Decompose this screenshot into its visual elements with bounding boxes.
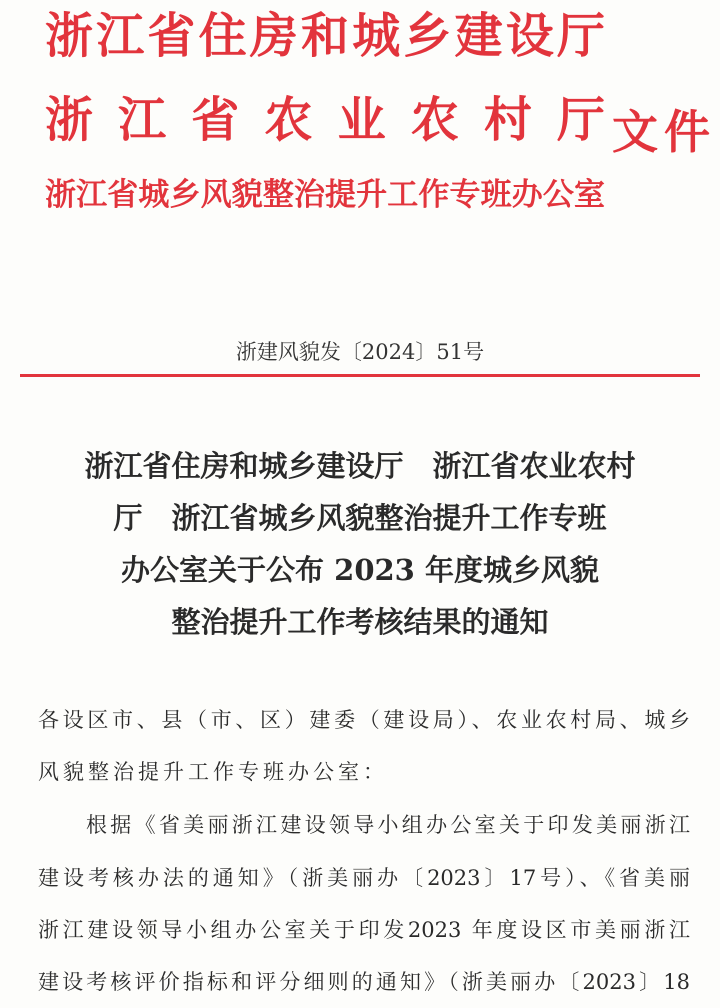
issuer-line-2: 浙江省农业农村厅 [45, 92, 605, 148]
body-line: 建设考核评价指标和评分细则的通知》（浙美丽办〔2023〕18 [38, 970, 690, 994]
body-line: 建设考核办法的通知》（浙美丽办〔2023〕17号）、《省美丽 [38, 866, 690, 890]
doc-type-label: 文件 [612, 105, 710, 159]
title-line: 厅 浙江省城乡风貌整治提升工作专班 [113, 501, 607, 535]
document-number: 浙建风貌发〔2024〕51号 [235, 340, 485, 364]
body-line: 风貌整治提升工作专班办公室： [38, 760, 388, 784]
body-line: 各设区市、县（市、区）建委（建设局）、农业农村局、城乡 [38, 708, 690, 732]
issuer-line-3: 浙江省城乡风貌整治提升工作专班办公室 [45, 177, 605, 213]
issuer-line-1: 浙江省住房和城乡建设厅 [45, 8, 605, 64]
red-divider [20, 374, 700, 377]
body-line: 浙江建设领导小组办公室关于印发2023 年度设区市美丽浙江 [38, 918, 690, 942]
body-line: 根据《省美丽浙江建设领导小组办公室关于印发美丽浙江 [86, 813, 690, 837]
title-line: 办公室关于公布 2023 年度城乡风貌 [121, 553, 599, 587]
title-line: 整治提升工作考核结果的通知 [171, 605, 549, 639]
title-line: 浙江省住房和城乡建设厅 浙江省农业农村 [84, 449, 636, 483]
